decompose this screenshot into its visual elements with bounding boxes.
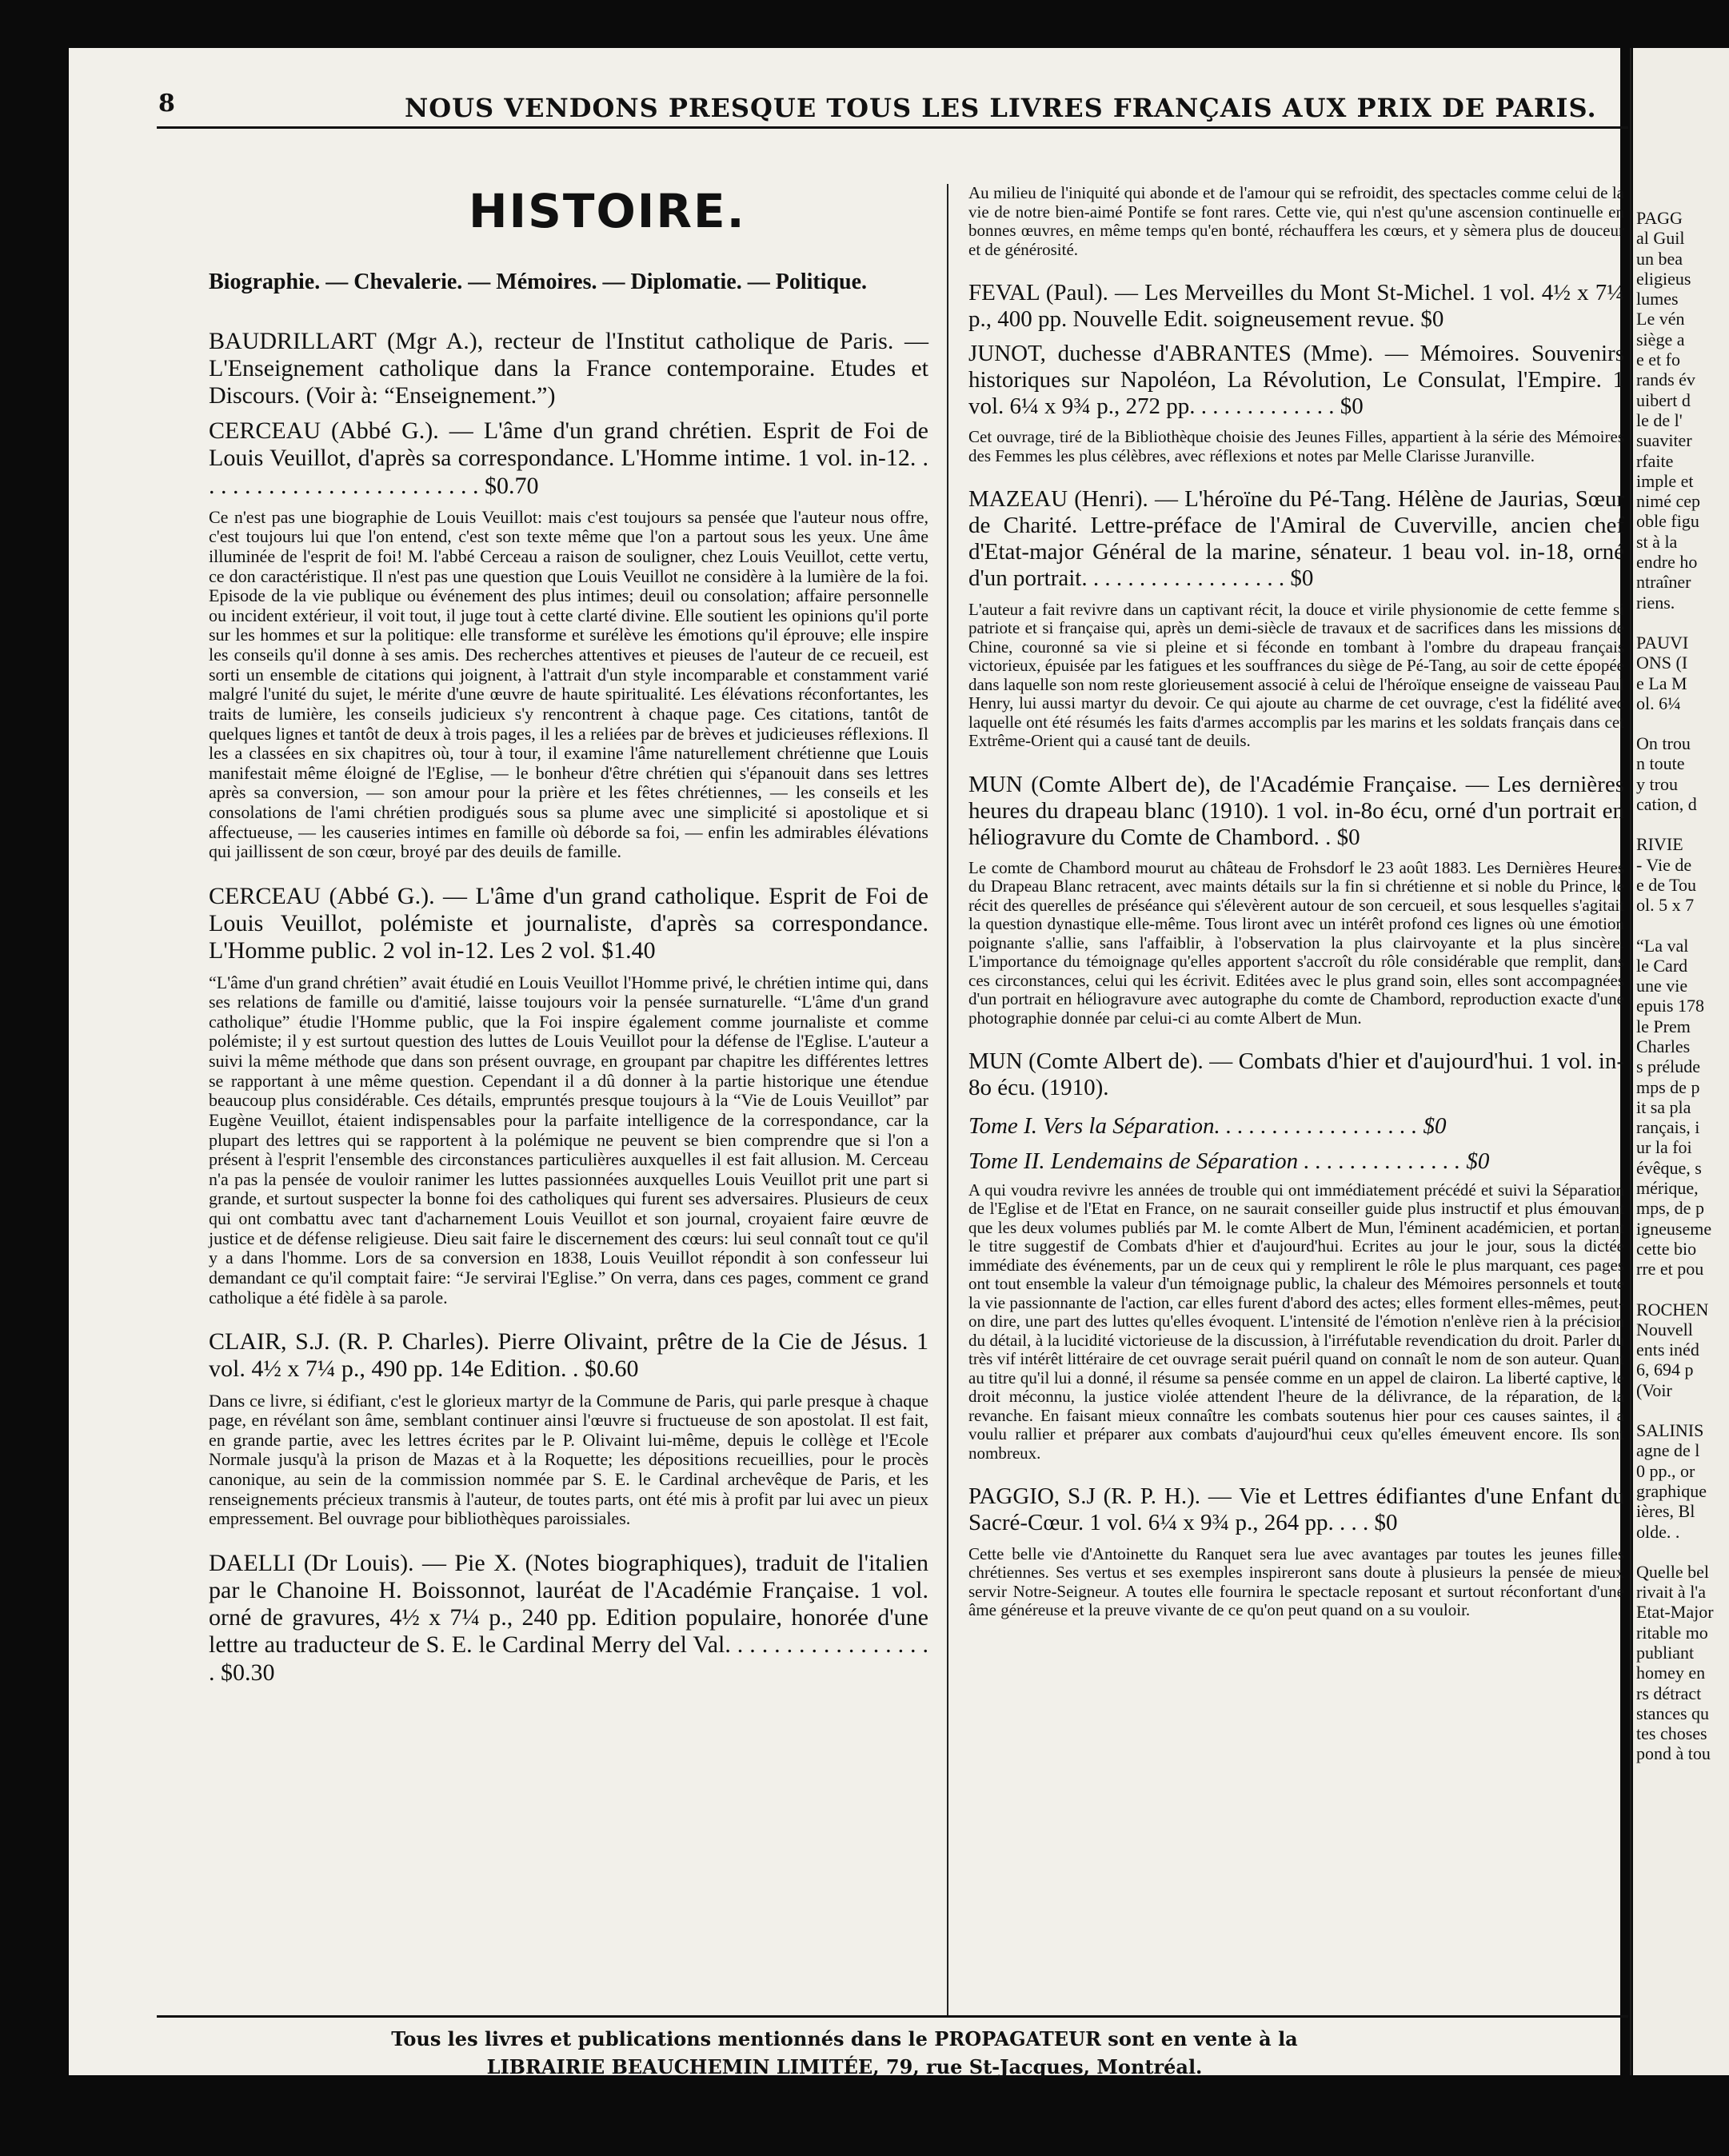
adjacent-fragment: rs détract [1636, 1683, 1702, 1703]
adjacent-fragment: ONS (I [1636, 653, 1688, 673]
adjacent-fragment: al Guil [1636, 228, 1685, 249]
adjacent-fragment: “La val [1636, 935, 1689, 956]
adjacent-fragment: oble figu [1636, 511, 1699, 532]
adjacent-fragment: mps, de p [1636, 1198, 1704, 1219]
adjacent-fragment: rançais, i [1636, 1117, 1700, 1138]
adjacent-fragment: rfaite [1636, 450, 1674, 471]
adjacent-page-fragments [1636, 208, 1714, 1764]
section-subtitle: Biographie. — Chevalerie. — Mémoires. — Diplomatie. — Politique. [209, 270, 868, 294]
adjacent-fragment: un bea [1636, 248, 1683, 269]
book-entry: CLAIR, S.J. (R. P. Charles). Pierre Olivaint, prêtre de la Cie de Jésus. 1 vol. 4½ x 7¼ p., 490 pp. 14e Edition. . $0.60 [209, 1328, 928, 1383]
footer-rule [157, 2015, 1628, 2018]
adjacent-fragment: On trou [1636, 733, 1691, 754]
adjacent-fragment: Charles [1636, 1036, 1691, 1056]
tome-item: Tome II. Lendemains de Séparation . . . . . . . . . . . . . . $0 [968, 1148, 1490, 1175]
right-entries [968, 184, 1624, 1102]
adjacent-fragment: s prélude [1636, 1056, 1701, 1077]
adjacent-fragment: endre ho [1636, 552, 1698, 573]
adjacent-fragment: rre et pou [1636, 1259, 1704, 1280]
adjacent-fragment: uibert d [1636, 389, 1691, 410]
book-entry: MAZEAU (Henri). — L'héroïne du Pé-Tang. Hélène de Jaurias, Sœur de Charité. Lettre-préface de l'Amiral de Cuverville, ancien chef d'Etat-major Général de la marine, sénateur. 1 beau vol. in-18, orné d'un portrait. . . . . . . . . . . . . . . . . . $0 [968, 486, 1624, 592]
adjacent-fragment: imple et [1636, 470, 1694, 491]
adjacent-fragment: le de l' [1636, 409, 1683, 430]
book-entry: DAELLI (Dr Louis). — Pie X. (Notes biographiques), traduit de l'italien par le Chanoine H. Boissonnot, lauréat de l'Académie Française. 1 vol. orné de gravures, 4½ x 7¼ p., 240 pp. Edition populaire, honorée d'une lettre au traducteur de S. E. le Cardinal Merry del Val. . . . . . . . . . . . . . . . . . $0.30 [209, 1549, 928, 1686]
adjacent-fragment: olde. . [1636, 1521, 1680, 1542]
right-column [968, 184, 1624, 1641]
adjacent-fragment: e et fo [1636, 349, 1680, 370]
adjacent-fragment: e La M [1636, 673, 1687, 693]
running-head-title: NOUS VENDONS PRESQUE TOUS LES LIVRES FRANÇAIS AUX PRIX DE PARIS. [405, 93, 1597, 123]
adjacent-fragment: stances qu [1636, 1703, 1710, 1723]
adjacent-fragment: rivait à l'a [1636, 1582, 1707, 1603]
adjacent-fragment: 0 pp., or [1636, 1460, 1695, 1481]
adjacent-fragment: homey en [1636, 1663, 1706, 1683]
book-entry: MUN (Comte Albert de). — Combats d'hier et d'aujourd'hui. 1 vol. in-8o écu. (1910). [968, 1048, 1624, 1101]
page-number: 8 [158, 90, 175, 118]
section-title: HISTOIRE. [469, 184, 746, 238]
page-fold [1630, 48, 1631, 2075]
adjacent-fragment: y trou [1636, 773, 1678, 794]
adjacent-fragment: Le vén [1636, 309, 1685, 329]
adjacent-fragment [1636, 613, 1714, 633]
adjacent-fragment: pond à tou [1636, 1743, 1711, 1764]
book-description: A qui voudra revivre les années de trouble qui ont immédiatement précédé et suivi la Séparation de l'Eglise et de l'Etat en France, on ne saurait conseiller guide plus instructif et plus émouvant que les deux volumes publiés par M. le comte Albert de Mun, l'éminent académicien, et portant le titre suggestif de Combats d'hier et d'aujourd'hui. Ecrites au jour le jour, sous la dictée immédiate des événements, par un de ceux qui y remplirent le rôle le plus marquant, ces pages ont tout ensemble la valeur d'un témoignage public, la chaleur des Mémoires personnels et toute la vie passionnante de l'action, car elles furent d'abord des actes; elles forment elles-mêmes, peut-on dire, une part des luttes qu'elles évoquent. L'intensité de l'émotion n'enlève rien à la précision du détail, à la lucidité victorieuse de la discussion, à l'irréfutable revendication du droit. Parler du très vif intérêt littéraire de cet ouvrage serait puéril quand on connaît le nom de son auteur. Quant au titre qu'il lui a donné, il résume sa pensée comme en un appel de clairon. La liberté captive, le droit méconnu, la justice violée attendent l'heure de la délivrance, de la réparation, de la revanche. En faisant mieux connaître les combats soutenus hier pour ces causes saintes, il a voulu rallier et préparer aux combats d'aujourd'hui ceux qu'elles émeuvent encore. Ils sont nombreux. [968, 1180, 1624, 1463]
adjacent-fragment: graphique [1636, 1480, 1707, 1501]
book-entry: FEVAL (Paul). — Les Merveilles du Mont St-Michel. 1 vol. 4½ x 7¼ p., 400 pp. Nouvelle Edit. soigneusement revue. $0 [968, 280, 1624, 333]
adjacent-fragment: SALINIS [1636, 1420, 1704, 1441]
adjacent-fragment: suaviter [1636, 430, 1692, 451]
adjacent-fragment: une vie [1636, 976, 1688, 996]
book-description: Le comte de Chambord mourut au château de Frohsdorf le 23 août 1883. Les Dernières Heures du Drapeau Blanc retracent, avec maints détails sur la fin si chrétienne et si noble du Prince, le récit des querelles de préséance qui s'élevèrent autour de son cercueil, et sous lesquelles s'agitait la question dynastique elle-même. Tous liront avec un intérêt profond ces lignes où une émotion poignante s'allie, sans l'affaiblir, à l'observation la plus clairvoyante et la plus sincère. L'importance du témoignage qu'elles apportent s'accroît du rôle considérable que remplit, dans ces circonstances, celui qui les écrivit. Editées avec le plus grand soin, elles sont accompagnées d'un portrait en héliogravure avec autographe du comte de Chambord, reproduction exacte d'une photographie donnée par celui-ci au comte Albert de Mun. [968, 857, 1624, 1028]
book-description: Cette belle vie d'Antoinette du Ranquet sera lue avec avantages par toutes les jeunes filles chrétiennes. Ses vertus et ses exemples inspireront sans doute à plusieurs la pensée de mieux servir Notre-Seigneur. A toutes elle fournira le spectacle reposant et surtout réconfortant d'une âme généreuse et la preuve vivante de ce qu'on peut quand on a su vouloir. [968, 1543, 1624, 1620]
adjacent-fragment: lumes [1636, 289, 1679, 309]
adjacent-fragment: PAUVI [1636, 632, 1689, 653]
adjacent-fragment: cette bio [1636, 1238, 1697, 1259]
adjacent-fragment: nimé cep [1636, 491, 1701, 512]
book-description: Au milieu de l'iniquité qui abonde et de l'amour qui se refroidit, des spectacles comme celui de la vie de notre bien-aimé Pontife se font rares. Cette vie, qui n'est qu'une ascension continuelle en bonnes œuvres, en même temps qu'en bonté, réchauffera les cœurs, et y sèmera plus de douceur et de générosité. [968, 183, 1624, 259]
adjacent-fragment: mérique, [1636, 1178, 1699, 1199]
adjacent-fragment: e de Tou [1636, 874, 1697, 895]
book-description: Dans ce livre, si édifiant, c'est le glorieux martyr de la Commune de Paris, qui parle presque à chaque page, en révélant son âme, semblant continuer ainsi l'œuvre si fructueuse de son apostolat. Il est fait, en grande partie, avec les lettres écrites par le P. Olivaint lui-même, depuis le collège et l'Ecole Normale jusqu'à la prison de Mazas et à la Roquette; les dépositions recueillies, pour le procès canonique, au sein de la commission nommée par S. E. le Cardinal archevêque de Paris, et les renseignements précieux transmis à l'auteur, de toutes parts, ont été mis à profit par lui avec un pieux empressement. Bel ouvrage pour bibliothèques paroissiales. [209, 1390, 928, 1529]
adjacent-fragment: riens. [1636, 592, 1675, 613]
adjacent-fragment [1636, 814, 1714, 834]
adjacent-fragment: Quelle bel [1636, 1561, 1710, 1582]
book-entry: JUNOT, duchesse d'ABRANTES (Mme). — Mémoires. Souvenirs historiques sur Napoléon, La Révolution, Le Consulat, l'Empire. 1 vol. 6¼ x 9¾ p., 272 pp. . . . . . . . . . . . . $0 [968, 341, 1624, 420]
adjacent-fragment: igneuseme [1636, 1218, 1712, 1239]
adjacent-page [1633, 48, 1729, 2075]
column-divider [947, 184, 948, 2015]
book-description: Ce n'est pas une biographie de Louis Veuillot: mais c'est toujours sa pensée que l'auteur nous offre, c'est toujours lui que l'on entend, c'est son texte même que l'on a partout sous les yeux. Une âme illuminée de l'esprit de foi! M. l'abbé Cerceau a raison de souligner, chez Louis Veuillot, cette vertu, ce don caractéristique. Il n'est pas une question que Louis Veuillot ne considère à la lumière de la foi. Episode de la vie publique ou événement des plus intimes; deuil ou consolation; affaire personnelle ou incident extérieur, il voit tout, il juge tout à cette clarté divine. Elle soutient les opinions qu'il porte sur les hommes et sur la politique: elle transforme et surélève les émotions qu'il éprouve; elle inspire les conseils qu'il donne à ses amis. Des recherches attentives et pieuses de l'auteur de ce recueil, est sorti un ensemble de citations qui joignent, à l'attrait d'un style incomparable et constamment varié malgré l'unité du sujet, le mérite d'une œuvre de haute spiritualité. Les élévations réconfortantes, les traits de lumière, les conseils judicieux s'y rencontrent à chaque page. Ces citations, tantôt de quelques lignes et tantôt de deux à trois pages, il les a reliées par de brèves et judicieuses réflexions. Il les a classées en six chapitres où, tour à tour, il examine l'âme naturellement chrétienne que Louis manifestait même éloigné de l'Eglise, — le bonheur d'être chrétien qui s'épanouit dans ses lettres après sa conversion, — son amour pour la prière et les fêtes chrétiennes, — les conseils et les consolations de l'ami chrétien prodigués sous sa plume avec une simplicité si apostolique et si affectueuse, — les causeries intimes en famille où déborde sa foi, — enfin les admirables élévations qui jaillissent de son cœur, broyé par des deuils de famille. [209, 506, 928, 862]
adjacent-fragment: cation, d [1636, 794, 1697, 815]
tome-list [968, 1110, 1624, 1178]
running-header [69, 90, 1620, 128]
left-entries [209, 328, 928, 1687]
adjacent-fragment [1636, 916, 1714, 936]
adjacent-fragment: ur la foi [1636, 1137, 1692, 1158]
right-entries-continued [968, 1181, 1624, 1620]
adjacent-fragment: it sa pla [1636, 1096, 1691, 1117]
adjacent-fragment: ritable mo [1636, 1622, 1708, 1643]
adjacent-fragment: eligieus [1636, 268, 1691, 289]
adjacent-fragment: ières, Bl [1636, 1501, 1695, 1522]
book-entry: MUN (Comte Albert de), de l'Académie Française. — Les dernières heures du drapeau blanc (1910). 1 vol. in-8o écu, orné d'un portrait en héliogravure du Comte de Chambord. . $0 [968, 771, 1624, 850]
adjacent-fragment: rands év [1636, 369, 1695, 390]
book-description: “L'âme d'un grand chrétien” avait étudié en Louis Veuillot l'Homme privé, le chrétien intime qui, dans ses relations de famille ou d'amitié, laisse toujours voir la pensée surnaturelle. “L'âme d'un grand catholique” étudie l'Homme public, que la Foi inspire également comme journaliste et comme polémiste; il y est surtout question des luttes de Louis Veuillot pour la défense de l'Eglise. L'auteur a suivi la même méthode que dans son présent ouvrage, en groupant par chapitre les différentes lettres se rapportant à une même question. Cependant il a dû donner à la partie historique une étendue beaucoup plus considérable. Ces détails, empruntés presque toujours à la “Vie de Louis Veuillot” par Eugène Veuillot, étaient indispensables pour la parfaite intelligence de la correspondance, car la plupart des lettres qui se rapportent à la polémique ne peuvent se bien comprendre que si l'on a présent à l'esprit l'ensemble des circonstances particulières auxquelles il est fait allusion. M. Cerceau n'a pas la pensée de vouloir ranimer les luttes passionnées auxquelles Louis Veuillot prit une part si grande, et surtout suspecter la bonne foi des catholiques qui furent ses adversaires. Plusieurs de ceux qui ont combattu avec tant d'acharnement Louis Veuillot et son journal, croyaient faire œuvre de justice et de défense religieuse. Dieu sait faire le discernement des cœurs: lui seul connaît tout ce qu'il y a dans l'homme. Lors de sa conversion en 1838, Louis Veuillot répondit à son confesseur lui demandant ce qu'il comptait faire: “Je servirai l'Eglise.” On verra, dans ces pages, comment ce grand catholique a été fidèle à sa parole. [209, 972, 928, 1308]
adjacent-fragment: ntraîner [1636, 572, 1691, 593]
adjacent-fragment: mps de p [1636, 1076, 1700, 1097]
book-description: Cet ouvrage, tiré de la Bibliothèque choisie des Jeunes Filles, appartient à la série des Mémoires des Femmes les plus célèbres, avec réflexions et notes par Melle Clarisse Juranville. [968, 427, 1624, 465]
adjacent-fragment: le Card [1636, 955, 1688, 976]
adjacent-fragment: tes choses [1636, 1723, 1707, 1744]
tome-item: Tome I. Vers la Séparation. . . . . . . . . . . . . . . . . . $0 [968, 1112, 1447, 1139]
book-entry: CERCEAU (Abbé G.). — L'âme d'un grand chrétien. Esprit de Foi de Louis Veuillot, d'après sa correspondance. L'Homme intime. 1 vol. in-12. . . . . . . . . . . . . . . . . . . . . . . . . $0.70 [209, 417, 928, 499]
adjacent-fragment: Etat-Major [1636, 1602, 1714, 1623]
adjacent-fragment: ROCHEN [1636, 1299, 1709, 1320]
adjacent-fragment [1636, 1542, 1714, 1562]
adjacent-fragment [1636, 713, 1714, 733]
adjacent-fragment: PAGG [1636, 208, 1683, 228]
adjacent-fragment [1636, 1280, 1714, 1300]
footer-line-2: LIBRAIRIE BEAUCHEMIN LIMITÉE, 79, rue St-Jacques, Montréal. [486, 2054, 1203, 2078]
adjacent-fragment: ol. 5 x 7 [1636, 895, 1695, 916]
adjacent-fragment: RIVIE [1636, 834, 1683, 855]
adjacent-fragment: (Voir [1636, 1379, 1672, 1400]
footer-line-1: Tous les livres et publications mentionnés dans le PROPAGATEUR sont en vente à la [391, 2027, 1298, 2050]
book-page [69, 48, 1714, 2078]
adjacent-fragment: le Prem [1636, 1016, 1691, 1036]
book-description: L'auteur a fait revivre dans un captivant récit, la douce et virile physionomie de cette femme si patriote et si française qui, après un demi-siècle de travaux et de sacrifices dans les missions de Chine, couronné sa vie si pleine et si féconde en tombant à l'ombre du drapeau français victorieux, épuisée par les fatigues et les souffrances du siège de Pé-Tang, au soir de cette épopée dans laquelle son nom reste glorieusement associé à celui de l'héroïque enseigne de vaisseau Paul Henry, lui aussi martyr du devoir. Ce qui ajoute au charme de cet ouvrage, c'est la fidélité avec laquelle ont été résumés les faits d'armes accomplis par les marins et les soldats français dans cet Extrême-Orient qui a causé tant de deuils. [968, 599, 1624, 751]
adjacent-fragment: epuis 178 [1636, 996, 1704, 1016]
header-rule [157, 126, 1628, 129]
adjacent-fragment: publiant [1636, 1643, 1695, 1663]
adjacent-fragment: n toute [1636, 753, 1685, 774]
adjacent-fragment: agne de l [1636, 1440, 1700, 1461]
adjacent-fragment: 6, 694 p [1636, 1359, 1694, 1380]
adjacent-fragment: - Vie de [1636, 854, 1692, 875]
adjacent-fragment: siège a [1636, 329, 1685, 349]
left-column [209, 184, 928, 1695]
adjacent-fragment: Nouvell [1636, 1319, 1693, 1340]
footer [69, 2026, 1620, 2082]
adjacent-fragment: évêque, s [1636, 1157, 1702, 1178]
book-entry: CERCEAU (Abbé G.). — L'âme d'un grand catholique. Esprit de Foi de Louis Veuillot, polémiste et journaliste, d'après sa correspondance. L'Homme public. 2 vol in-12. Les 2 vol. $1.40 [209, 882, 928, 964]
adjacent-fragment [1636, 1400, 1714, 1420]
adjacent-fragment: ol. 6¼ [1636, 693, 1681, 713]
adjacent-fragment: ents inéd [1636, 1340, 1699, 1360]
book-entry: BAUDRILLART (Mgr A.), recteur de l'Institut catholique de Paris. — L'Enseignement catholique dans la France contemporaine. Etudes et Discours. (Voir à: “Enseignement.”) [209, 327, 928, 409]
adjacent-fragment: st à la [1636, 531, 1678, 552]
book-entry: PAGGIO, S.J (R. P. H.). — Vie et Lettres édifiantes d'une Enfant du Sacré-Cœur. 1 vol. 6¼ x 9¾ p., 264 pp. . . . $0 [968, 1483, 1624, 1536]
